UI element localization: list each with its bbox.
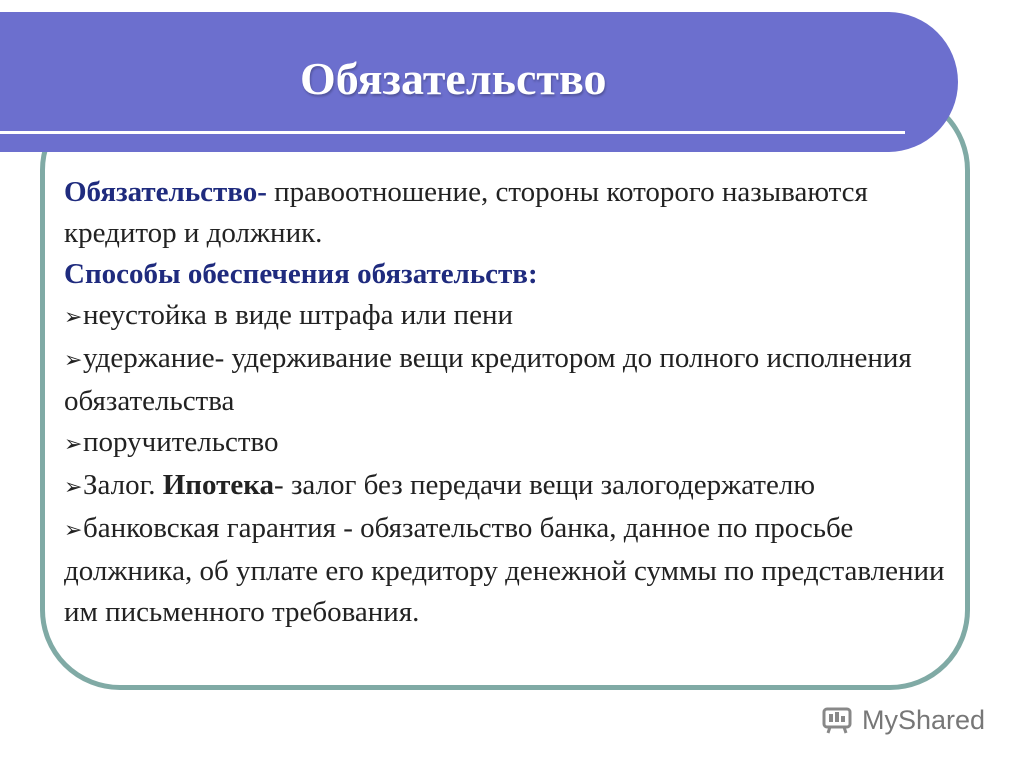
definition-text: правоотношение, стороны которого называются кредитор и должник. <box>64 176 868 249</box>
arrow-bullet-icon: ➢ <box>64 518 83 543</box>
list-item-text: - залог без передачи вещи залогодержателю <box>274 469 815 501</box>
list-item-text: неустойка в виде штрафа или пени <box>83 299 513 331</box>
slide-body <box>64 172 954 633</box>
list-item-text: удержание- удерживание вещи кредитором до полного исполнения обязательства <box>64 342 912 417</box>
list-item-text: поручительство <box>83 426 279 458</box>
list-item-prefix: Залог. <box>83 469 163 501</box>
list-item <box>64 295 954 338</box>
list-item <box>64 422 954 465</box>
arrow-bullet-icon: ➢ <box>64 475 83 500</box>
arrow-bullet-icon: ➢ <box>64 305 83 330</box>
list-item <box>64 338 954 422</box>
myshared-logo-icon <box>822 705 856 735</box>
definition-term: Обязательство- <box>64 176 267 208</box>
watermark-text: MyShared <box>862 704 986 735</box>
slide-title: Обязательство <box>300 53 607 104</box>
list-item-bold-term: Ипотека <box>162 469 275 501</box>
arrow-bullet-icon: ➢ <box>64 432 83 457</box>
title-underline <box>0 131 905 134</box>
watermark <box>822 702 985 738</box>
list-item <box>64 508 954 633</box>
list-item-text: банковская гарантия - обязательство банка, данное по просьбе должника, об уплате его кредитору денежной суммы по представлении им письменного требования. <box>64 512 945 628</box>
definition-paragraph <box>64 172 954 254</box>
list-item <box>64 465 954 508</box>
arrow-bullet-icon: ➢ <box>64 348 83 373</box>
methods-heading: Способы обеспечения обязательств: <box>64 258 538 290</box>
